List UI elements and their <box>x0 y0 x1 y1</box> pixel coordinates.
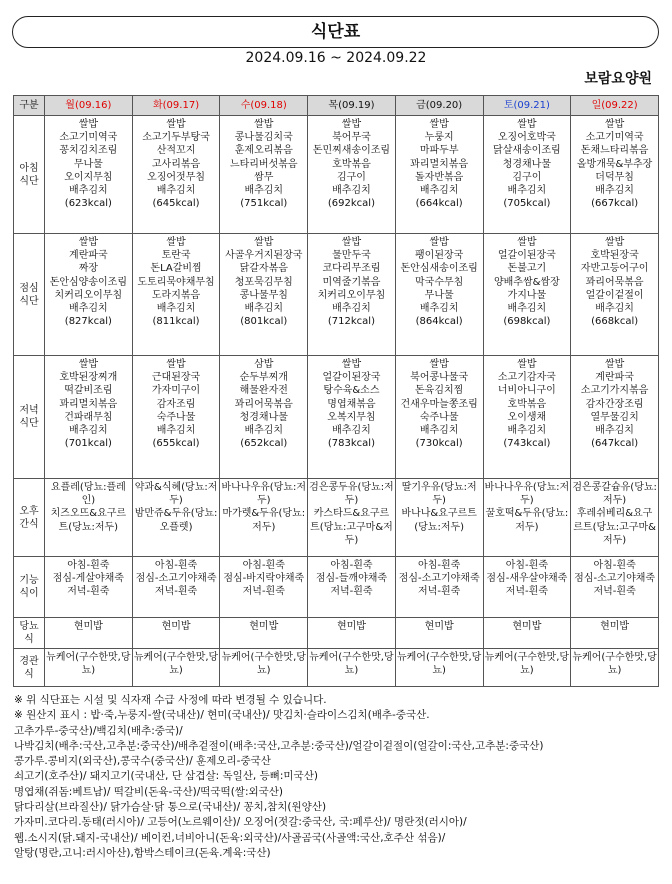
menu-cell: 뉴케어(구수한맛,당뇨) <box>220 649 308 687</box>
menu-cell: 쌀밥 소고기미역국 돈채느타리볶음 올방개묵&부추장 더덕무침 배추김치 (667kcal) <box>571 116 659 234</box>
menu-cell: 현미밥 <box>571 618 659 649</box>
menu-cell: 쌀밥 소고기두부탕국 산적꼬지 고사리볶음 오징어젓무침 배추김치 (645kcal) <box>132 116 220 234</box>
day-header: 토(09.21) <box>483 96 571 116</box>
menu-cell: 뉴케어(구수한맛,당뇨) <box>483 649 571 687</box>
note-line: 알탕(명란,고니:러시아산),함박스테이크(돈육.계육:국산) <box>14 846 271 859</box>
organization-name: 보람요양원 <box>584 71 652 87</box>
day-header: 금(09.20) <box>395 96 483 116</box>
menu-cell: 현미밥 <box>395 618 483 649</box>
day-header: 목(09.19) <box>308 96 396 116</box>
menu-cell: 바나나우유(당뇨:저두) 마가렛&두유(당뇨:저두) <box>220 479 308 557</box>
menu-cell: 쌀밥 계란파국 소고기가지볶음 감자간장조림 열무물김치 배추김치 (647kcal) <box>571 356 659 479</box>
menu-cell: 요플레(당뇨:플레인) 치즈오뜨&요구르트(당뇨:저두) <box>45 479 133 557</box>
note-line: 고추가루-중국산)/백김치(배추:중국)/ <box>14 724 183 737</box>
menu-cell: 쌀밥 북어콩나물국 돈육김치찜 건새우마늘쫑조림 숙주나물 배추김치 (730kcal) <box>395 356 483 479</box>
menu-cell: 뉴케어(구수한맛,당뇨) <box>132 649 220 687</box>
day-header: 월(09.16) <box>45 96 133 116</box>
menu-cell: 현미밥 <box>308 618 396 649</box>
row-label: 경관 식 <box>14 649 45 687</box>
menu-cell: 쌀밥 얼갈이된장국 탕수육&소스 명엽채볶음 오복지무침 배추김치 (783kcal) <box>308 356 396 479</box>
menu-table <box>13 95 659 687</box>
day-header: 수(09.18) <box>220 96 308 116</box>
menu-cell: 현미밥 <box>45 618 133 649</box>
menu-cell: 검은콩두유(당뇨:저두) 카스타드&요구르트(당뇨:고구마&저두) <box>308 479 396 557</box>
menu-cell: 쌀밥 근대된장국 가자미구이 감자조림 숙주나물 배추김치 (655kcal) <box>132 356 220 479</box>
dinner-row <box>14 356 659 479</box>
menu-cell: 검은콩갈슘유(당뇨:저두) 후레쉬베리&요구르트(당뇨:고구마&저두) <box>571 479 659 557</box>
note-line: 웹.소시지(닭.돼지-국내산)/ 베이컨,너비아니(돈육:외국산)/사골곰국(사골액:국산,호주산 섞음)/ <box>14 831 446 844</box>
note-line: 명엽채(쥐돔:베트남)/ 떡갈비(돈육-국산)/떡국떡(쌀:외국산) <box>14 785 284 798</box>
menu-cell: 쌀밥 누룽지 마파두부 꽈리멸치볶음 돌자반볶음 배추김치 (664kcal) <box>395 116 483 234</box>
note-line: 쇠고기(호주산)/ 돼지고기(국내산, 단 삼겹살: 독일산, 등뼈:미국산) <box>14 770 318 783</box>
menu-cell: 쌀밥 팽이된장국 돈안심새송이조림 막국수무침 무나물 배추김치 (864kcal) <box>395 234 483 356</box>
lunch-row <box>14 234 659 356</box>
row-label: 아침 식단 <box>14 116 45 234</box>
menu-cell: 쌀밥 콩나물김치국 훈제오리볶음 느타리버섯볶음 쌈무 배추김치 (751kcal) <box>220 116 308 234</box>
menu-cell: 쌀밥 토란국 돈LA갈비찜 도토리묵야채무침 도라지볶음 배추김치 (811kcal) <box>132 234 220 356</box>
snack-row <box>14 479 659 557</box>
menu-cell: 현미밥 <box>132 618 220 649</box>
note-line: 가자미.코다리.동태(러시아)/ 고등어(노르웨이산)/ 오징어(젓갈:중국산, 국:페루산)/ 명란젓(러시아)/ <box>14 816 467 829</box>
menu-cell: 쌀밥 소고기미역국 꽁치김치조림 무나물 오이지무침 배추김치 (623kcal) <box>45 116 133 234</box>
menu-cell: 아침-흰죽 점심-게살야채죽 저녁-흰죽 <box>45 557 133 618</box>
menu-cell: 쌀밥 사골우거지된장국 닭갈자볶음 청포묵김무침 콩나물무침 배추김치 (801kcal) <box>220 234 308 356</box>
page-title: 식단표 <box>12 16 659 48</box>
menu-cell: 쌀밥 소고기감자국 너비아니구이 호박볶음 오이생채 배추김치 (743kcal) <box>483 356 571 479</box>
row-label: 오후 간식 <box>14 479 45 557</box>
date-range: 2024.09.16 ~ 2024.09.22 <box>245 50 427 66</box>
menu-cell: 약과&식혜(당뇨:저두) 밤만쥬&두유(당뇨:오플렛) <box>132 479 220 557</box>
menu-cell: 뉴케어(구수한맛,당뇨) <box>571 649 659 687</box>
menu-cell: 쌀밥 계란파국 짜장 돈안심양송이조림 치커리오이무침 배추김치 (827kcal) <box>45 234 133 356</box>
row-label: 저녁 식단 <box>14 356 45 479</box>
note-line: 콩가루.콩비지(외국산),콩국수(중국산)/ 훈제오리-중국산 <box>14 755 271 768</box>
menu-cell: 뉴케어(구수한맛,당뇨) <box>395 649 483 687</box>
menu-cell: 아침-흰죽 점심-새우살야채죽 저녁-흰죽 <box>483 557 571 618</box>
menu-cell: 뉴케어(구수한맛,당뇨) <box>45 649 133 687</box>
day-header: 일(09.22) <box>571 96 659 116</box>
menu-cell: 딸기우유(당뇨:저두) 바나나&요구르트(당뇨:저두) <box>395 479 483 557</box>
menu-cell: 아침-흰죽 점심-들깨야채죽 저녁-흰죽 <box>308 557 396 618</box>
note-line: ※ 원산지 표시 : 밥·죽,누룽지-쌀(국내산)/ 현미(국내산)/ 맛김치·슬라이스김치(배추-중국산. <box>14 709 430 722</box>
menu-cell: 바나나우유(당뇨:저두) 꿀호떡&두유(당뇨:저두) <box>483 479 571 557</box>
table-header-row <box>14 96 659 116</box>
tube-feeding-row <box>14 649 659 687</box>
menu-cell: 아침-흰죽 점심-소고기야채죽 저녁-흰죽 <box>395 557 483 618</box>
menu-cell: 아침-흰죽 점심-바지락야채죽 저녁-흰죽 <box>220 557 308 618</box>
menu-cell: 뉴케어(구수한맛,당뇨) <box>308 649 396 687</box>
row-label: 당뇨 식 <box>14 618 45 649</box>
diabetic-diet-row <box>14 618 659 649</box>
menu-cell: 삼밥 순두부찌개 해물완자전 꽈리어묵볶음 청경채나물 배추김치 (652kcal) <box>220 356 308 479</box>
menu-cell: 현미밥 <box>483 618 571 649</box>
functional-diet-row <box>14 557 659 618</box>
notes-section <box>14 693 664 861</box>
menu-cell: 쌀밥 물만두국 코다리무조림 미역줄기볶음 치커리오이무침 배추김치 (712kcal) <box>308 234 396 356</box>
note-line: ※ 위 식단표는 시설 및 식자재 수급 사정에 따라 변경될 수 있습니다. <box>14 694 327 706</box>
menu-cell: 쌀밥 북어무국 돈민찌새송이조림 호박볶음 김구이 배추김치 (692kcal) <box>308 116 396 234</box>
note-line: 닭다리살(브라질산)/ 닭가슴살·닭 통으로(국내산)/ 꽁치,참치(원양산) <box>14 801 327 814</box>
menu-cell: 쌀밥 호박된장찌개 떡갈비조림 꽈리멸치볶음 건파래무침 배추김치 (701kcal) <box>45 356 133 479</box>
corner-label: 구분 <box>14 96 45 116</box>
breakfast-row <box>14 116 659 234</box>
menu-cell: 현미밥 <box>220 618 308 649</box>
row-label: 점심 식단 <box>14 234 45 356</box>
menu-cell: 쌀밥 오징어호박국 닭살새송이조림 청경채나물 김구이 배추김치 (705kcal) <box>483 116 571 234</box>
menu-cell: 아침-흰죽 점심-소고기야채죽 저녁-흰죽 <box>132 557 220 618</box>
menu-cell: 아침-흰죽 점심-소고기야채죽 저녁-흰죽 <box>571 557 659 618</box>
day-header: 화(09.17) <box>132 96 220 116</box>
menu-cell: 쌀밥 호박된장국 자반고등어구이 꽈리어묵볶음 얼갈이겉절이 배추김치 (668kcal) <box>571 234 659 356</box>
note-line: 나박김치(배추:국산,고추분:중국산)/배추겉절이(배추:국산,고추분:중국산)/얼갈이겉절이(얼갈이:국산,고추분:중국산) <box>14 739 544 752</box>
row-label: 기능 식이 <box>14 557 45 618</box>
menu-cell: 쌀밥 얼갈이된장국 돈불고기 양배추쌈&쌈장 가지나물 배추김치 (698kcal) <box>483 234 571 356</box>
